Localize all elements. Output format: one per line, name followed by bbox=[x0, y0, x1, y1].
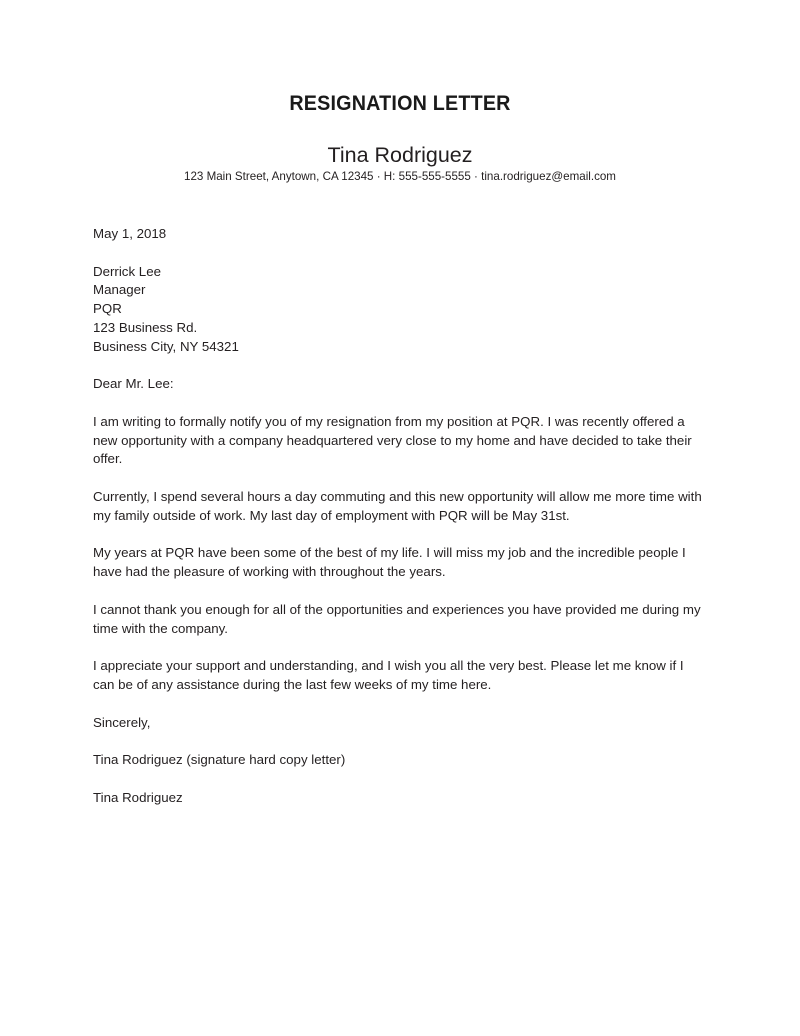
body-paragraph-2: Currently, I spend several hours a day commuting and this new opportunity will allow me more time with my family outside of work. My last day of employment with PQR will be May 31st. bbox=[93, 489, 702, 523]
sender-name: Tina Rodriguez bbox=[327, 143, 473, 167]
recipient-name: Derrick Lee bbox=[93, 263, 161, 279]
letter-date-text: May 1, 2018 bbox=[93, 226, 167, 241]
body-paragraph-3: My years at PQR have been some of the best of my life. I will miss my job and the incredible people I have had the pleasure of working with throughout the years. bbox=[93, 545, 686, 580]
closing bbox=[93, 714, 703, 733]
closing-text: Sincerely, bbox=[93, 714, 151, 730]
sender-contact-line: 123 Main Street, Anytown, CA 12345 · H: 555-555-5555 · tina.rodriguez@email.com bbox=[184, 170, 616, 183]
recipient-city-state-zip: Business City, NY 54321 bbox=[93, 338, 239, 354]
body-paragraph-5: I appreciate your support and understanding, and I wish you all the very best. Please let me know if I can be of any assistance during the last few weeks of my time here. bbox=[93, 658, 684, 692]
letter-date bbox=[93, 225, 703, 244]
salutation bbox=[93, 375, 703, 394]
recipient-street: 123 Business Rd. bbox=[93, 319, 198, 335]
signature-note-text: Tina Rodriguez (signature hard copy letter) bbox=[93, 752, 346, 768]
signature-note bbox=[93, 751, 703, 770]
salutation-text: Dear Mr. Lee: bbox=[93, 376, 174, 392]
letter-body bbox=[93, 225, 703, 808]
typed-name bbox=[93, 789, 703, 808]
recipient-company: PQR bbox=[93, 301, 122, 317]
body-paragraph-1: I am writing to formally notify you of my resignation from my position at PQR. I was recently offered a new opportunity with a company headquartered very close to my home and have decided to take their offer. bbox=[93, 413, 692, 467]
recipient-address-block bbox=[93, 263, 703, 357]
recipient-job-title: Manager bbox=[93, 282, 146, 298]
typed-name-text: Tina Rodriguez bbox=[93, 790, 183, 806]
body-paragraph-4: I cannot thank you enough for all of the opportunities and experiences you have provided me during my time with the company. bbox=[93, 601, 701, 636]
page-title: RESIGNATION LETTER bbox=[289, 92, 511, 115]
